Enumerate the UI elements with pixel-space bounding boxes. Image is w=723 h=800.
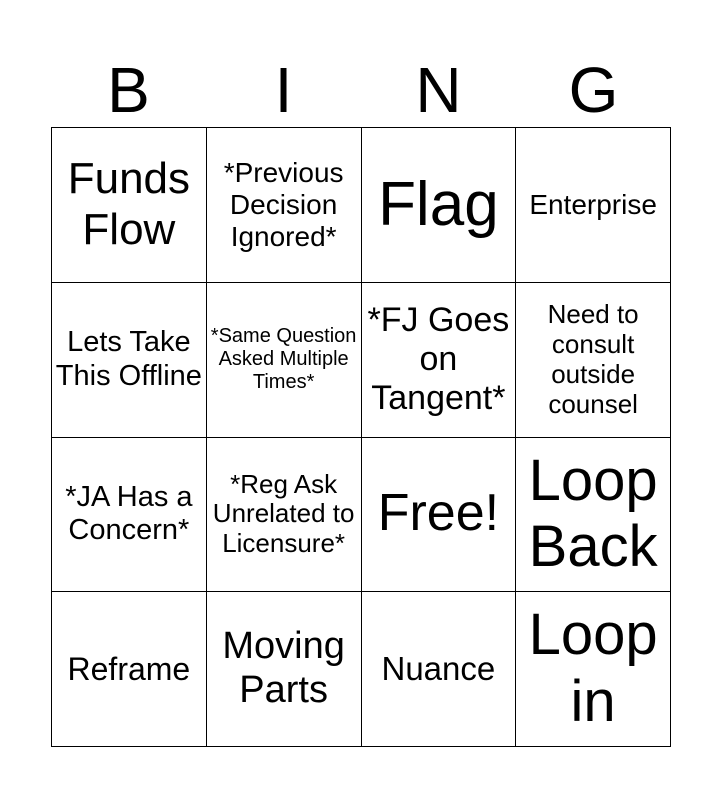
bingo-cell-text: Loop Back [528,447,658,580]
bingo-cell-text: *Reg Ask Unrelated to Licensure* [212,468,355,559]
bingo-header [51,52,671,128]
header-letter-b: B [107,54,150,126]
header-letter-i: I [274,54,293,126]
bingo-cell[interactable] [52,438,207,593]
bingo-cell-text: Moving Parts [222,625,345,712]
bingo-cell[interactable] [207,592,362,747]
bingo-cell[interactable] [362,283,517,438]
bingo-cell-text: *Previous Decision Ignored* [223,156,344,252]
bingo-cell[interactable] [362,128,517,283]
bingo-cell[interactable] [52,128,207,283]
header-letter-n: N [415,54,462,126]
bingo-cell[interactable] [362,438,517,593]
bingo-cell-text: *Same Question Asked Multiple Times* [210,325,357,394]
bingo-cell[interactable] [207,438,362,593]
bingo-cell-text: Enterprise [529,188,657,220]
bingo-cell[interactable] [362,592,517,747]
bingo-cell-text: Need to consult outside counsel [547,298,639,419]
bingo-cell[interactable] [516,438,671,593]
bingo-cell[interactable] [516,592,671,747]
bingo-cell-text: Flag [378,170,499,240]
bingo-cell-text: Free! [377,484,500,543]
bingo-cell-text: Reframe [67,650,191,687]
bingo-grid [51,127,671,747]
header-letter-g: G [568,54,619,126]
bingo-cell[interactable] [516,128,671,283]
bingo-cell-text: *FJ Goes on Tangent* [367,300,510,418]
bingo-cell[interactable] [52,592,207,747]
bingo-cell-text: Nuance [381,650,496,688]
bingo-cell[interactable] [207,128,362,283]
bingo-cell-text: Lets Take This Offline [55,326,202,392]
bingo-cell[interactable] [516,283,671,438]
bingo-cell[interactable] [52,283,207,438]
bingo-cell-text: *JA Has a Concern* [65,481,193,547]
bingo-cell-text: Loop in [528,602,658,735]
bingo-cell-text: Funds Flow [67,154,191,254]
bingo-cell[interactable] [207,283,362,438]
